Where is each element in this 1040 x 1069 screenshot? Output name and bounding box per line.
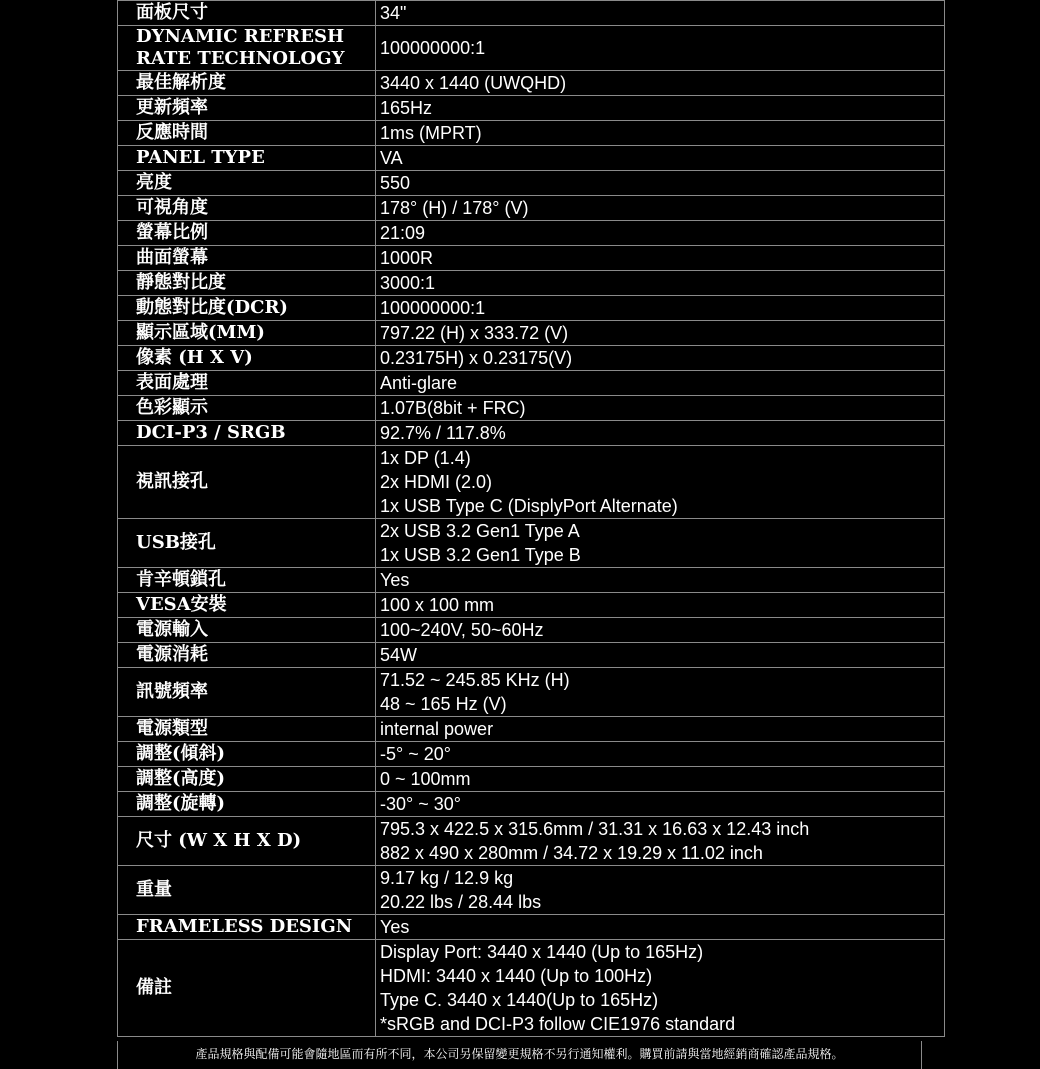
spec-value-line: *sRGB and DCI-P3 follow CIE1976 standard <box>380 1014 736 1034</box>
spec-label: 尺寸 (W X H X D) <box>118 817 376 866</box>
spec-value-line: 1ms (MPRT) <box>380 123 482 143</box>
spec-label: USB接孔 <box>118 519 376 568</box>
spec-label: 動態對比度(DCR) <box>118 296 376 321</box>
spec-value <box>376 396 945 421</box>
spec-value-line: 48 ~ 165 Hz (V) <box>380 694 507 714</box>
spec-value <box>376 71 945 96</box>
spec-value <box>376 643 945 668</box>
spec-value <box>376 146 945 171</box>
spec-value-line: Display Port: 3440 x 1440 (Up to 165Hz) <box>380 942 704 962</box>
spec-value <box>376 618 945 643</box>
spec-label: 顯示區域(MM) <box>118 321 376 346</box>
spec-row <box>118 346 945 371</box>
spec-label: 靜態對比度 <box>118 271 376 296</box>
spec-value-line: 54W <box>380 645 418 665</box>
spec-label: 像素 (H X V) <box>118 346 376 371</box>
spec-value-line: 2x USB 3.2 Gen1 Type A <box>380 521 580 541</box>
spec-value-line: 178° (H) / 178° (V) <box>380 198 529 218</box>
spec-value-line: 20.22 lbs / 28.44 lbs <box>380 892 542 912</box>
spec-value <box>376 915 945 940</box>
spec-row <box>118 792 945 817</box>
spec-label: VESA安裝 <box>118 593 376 618</box>
spec-row <box>118 146 945 171</box>
spec-value <box>376 171 945 196</box>
spec-label: 備註 <box>118 940 376 1037</box>
spec-value-line: 1x DP (1.4) <box>380 448 471 468</box>
spec-value <box>376 1 945 26</box>
spec-value-line: 1000R <box>380 248 434 268</box>
spec-value <box>376 742 945 767</box>
spec-value-line: HDMI: 3440 x 1440 (Up to 100Hz) <box>380 966 653 986</box>
spec-value <box>376 371 945 396</box>
spec-label: 調整(傾斜) <box>118 742 376 767</box>
spec-value <box>376 96 945 121</box>
spec-value-line: 795.3 x 422.5 x 315.6mm / 31.31 x 16.63 x 12.43 inch <box>380 819 810 839</box>
spec-value <box>376 271 945 296</box>
spec-value-line: 3440 x 1440 (UWQHD) <box>380 73 567 93</box>
spec-value <box>376 196 945 221</box>
spec-row <box>118 742 945 767</box>
spec-row <box>118 296 945 321</box>
spec-label: DYNAMIC REFRESH RATE TECHNOLOGY <box>118 26 376 71</box>
spec-value-line: 92.7% / 117.8% <box>380 423 506 443</box>
spec-value-line: 1.07B(8bit + FRC) <box>380 398 526 418</box>
spec-row <box>118 767 945 792</box>
spec-value-line: 3000:1 <box>380 273 436 293</box>
spec-row <box>118 593 945 618</box>
spec-row <box>118 71 945 96</box>
spec-value-line: Anti-glare <box>380 373 458 393</box>
spec-label: 面板尺寸 <box>118 1 376 26</box>
spec-value <box>376 866 945 915</box>
spec-value-line: 34" <box>380 3 407 23</box>
spec-row <box>118 618 945 643</box>
spec-value-line: 71.52 ~ 245.85 KHz (H) <box>380 670 570 690</box>
spec-label: 可視角度 <box>118 196 376 221</box>
spec-row <box>118 246 945 271</box>
spec-label: 電源消耗 <box>118 643 376 668</box>
spec-row <box>118 446 945 519</box>
spec-value <box>376 817 945 866</box>
spec-row <box>118 121 945 146</box>
spec-row <box>118 26 945 71</box>
spec-value-line: 797.22 (H) x 333.72 (V) <box>380 323 569 343</box>
spec-label: 曲面螢幕 <box>118 246 376 271</box>
spec-value <box>376 519 945 568</box>
spec-value <box>376 296 945 321</box>
spec-label: 反應時間 <box>118 121 376 146</box>
spec-value <box>376 26 945 71</box>
footer-disclaimer: 產品規格與配備可能會隨地區而有所不同，本公司另保留變更規格不另行通知權利。購買前請與當地經銷商確認產品規格。 <box>117 1041 922 1069</box>
spec-value-line: 0.23175H) x 0.23175(V) <box>380 348 573 368</box>
spec-value-line: Type C. 3440 x 1440(Up to 165Hz) <box>380 990 659 1010</box>
spec-label: 最佳解析度 <box>118 71 376 96</box>
spec-row <box>118 915 945 940</box>
spec-row <box>118 668 945 717</box>
spec-value-line: -30° ~ 30° <box>380 794 461 814</box>
spec-value-line: Yes <box>380 917 410 937</box>
spec-value-line: 1x USB Type C (DisplyPort Alternate) <box>380 496 678 516</box>
spec-value-line: 550 <box>380 173 411 193</box>
spec-label: 視訊接孔 <box>118 446 376 519</box>
spec-value-line: 165Hz <box>380 98 433 118</box>
spec-label: PANEL TYPE <box>118 146 376 171</box>
spec-value-line: 21:09 <box>380 223 426 243</box>
spec-label: DCI-P3 / SRGB <box>118 421 376 446</box>
spec-value <box>376 221 945 246</box>
spec-row <box>118 568 945 593</box>
spec-label: 色彩顯示 <box>118 396 376 421</box>
spec-value-line: 1x USB 3.2 Gen1 Type B <box>380 545 581 565</box>
spec-label: 電源輸入 <box>118 618 376 643</box>
spec-value-line: VA <box>380 148 403 168</box>
spec-row <box>118 271 945 296</box>
spec-value <box>376 346 945 371</box>
spec-row <box>118 321 945 346</box>
spec-row <box>118 96 945 121</box>
spec-row <box>118 421 945 446</box>
spec-row <box>118 196 945 221</box>
spec-value <box>376 593 945 618</box>
spec-label: 訊號頻率 <box>118 668 376 717</box>
spec-value-line: 9.17 kg / 12.9 kg <box>380 868 514 888</box>
spec-label: 肯辛頓鎖孔 <box>118 568 376 593</box>
spec-label: 更新頻率 <box>118 96 376 121</box>
spec-label: 重量 <box>118 866 376 915</box>
spec-value-line: Yes <box>380 570 410 590</box>
spec-row <box>118 817 945 866</box>
spec-label: 螢幕比例 <box>118 221 376 246</box>
spec-value <box>376 246 945 271</box>
spec-label: 調整(高度) <box>118 767 376 792</box>
spec-value <box>376 940 945 1037</box>
spec-row <box>118 519 945 568</box>
spec-value <box>376 421 945 446</box>
spec-row <box>118 643 945 668</box>
spec-value-line: 100 x 100 mm <box>380 595 495 615</box>
spec-row <box>118 940 945 1037</box>
spec-row <box>118 221 945 246</box>
spec-value <box>376 121 945 146</box>
spec-value-line: -5° ~ 20° <box>380 744 451 764</box>
spec-value-line: 100000000:1 <box>380 38 486 58</box>
spec-label: 表面處理 <box>118 371 376 396</box>
spec-value <box>376 717 945 742</box>
spec-row <box>118 866 945 915</box>
spec-label: FRAMELESS DESIGN <box>118 915 376 940</box>
spec-value <box>376 668 945 717</box>
spec-value <box>376 321 945 346</box>
spec-table-body <box>118 1 945 1037</box>
spec-value-line: 882 x 490 x 280mm / 34.72 x 19.29 x 11.02 inch <box>380 843 763 863</box>
spec-label: 調整(旋轉) <box>118 792 376 817</box>
spec-row <box>118 717 945 742</box>
spec-value <box>376 792 945 817</box>
spec-row <box>118 396 945 421</box>
spec-value-line: 100~240V, 50~60Hz <box>380 620 544 640</box>
spec-row <box>118 1 945 26</box>
spec-value-line: 2x HDMI (2.0) <box>380 472 493 492</box>
spec-value <box>376 767 945 792</box>
spec-label: 亮度 <box>118 171 376 196</box>
spec-value-line: 0 ~ 100mm <box>380 769 471 789</box>
spec-row <box>118 371 945 396</box>
spec-value <box>376 446 945 519</box>
spec-table <box>117 0 945 1037</box>
spec-label: 電源類型 <box>118 717 376 742</box>
spec-value-line: 100000000:1 <box>380 298 486 318</box>
spec-value-line: internal power <box>380 719 494 739</box>
spec-row <box>118 171 945 196</box>
spec-value <box>376 568 945 593</box>
